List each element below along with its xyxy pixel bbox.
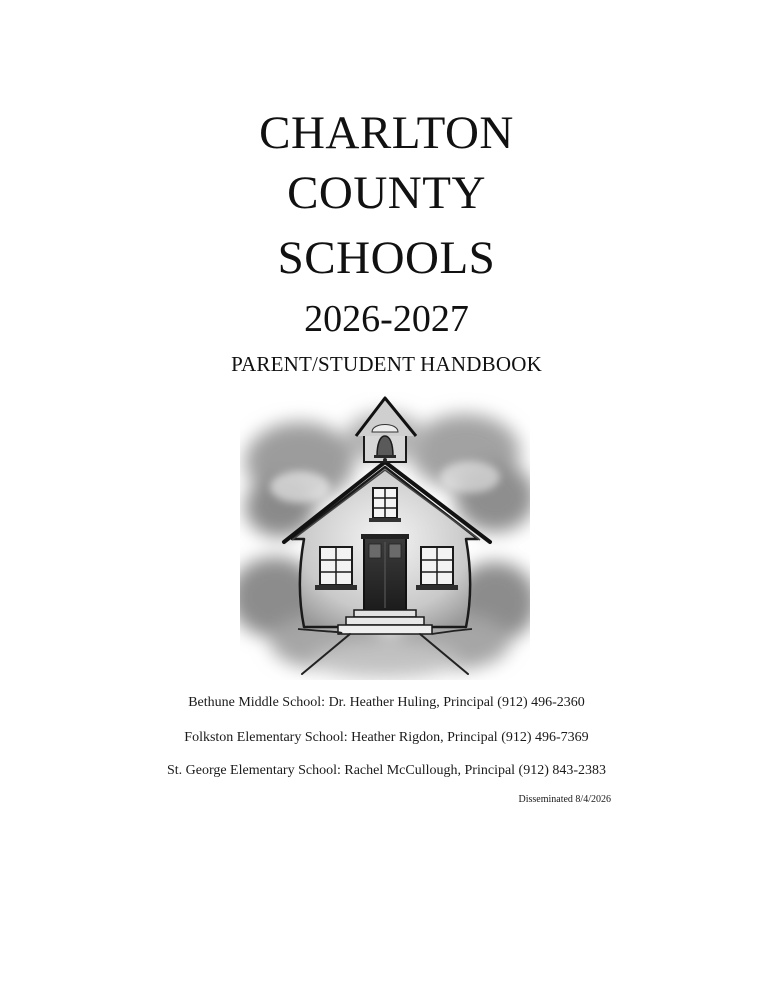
schoolhouse-illustration-icon bbox=[240, 392, 530, 680]
handbook-subtitle: PARENT/STUDENT HANDBOOK bbox=[231, 352, 542, 376]
school-year: 2026-2027 bbox=[304, 298, 469, 340]
bell-tower bbox=[356, 398, 416, 462]
attic-window bbox=[369, 488, 401, 522]
school-contact-st-george: St. George Elementary School: Rachel McCullough, Principal (912) 843-2383 bbox=[166, 763, 607, 778]
front-door bbox=[361, 534, 409, 610]
right-window bbox=[416, 547, 458, 590]
left-window bbox=[315, 547, 357, 590]
title-line-charlton: CHARLTON bbox=[259, 107, 514, 159]
title-line-county: COUNTY bbox=[287, 167, 486, 219]
disseminated-date: Disseminated 8/4/2026 bbox=[518, 794, 611, 805]
school-contact-bethune: Bethune Middle School: Dr. Heather Huling, Principal (912) 496-2360 bbox=[188, 695, 585, 710]
title-line-schools: SCHOOLS bbox=[277, 232, 496, 284]
school-contact-folkston: Folkston Elementary School: Heather Rigdon, Principal (912) 496-7369 bbox=[184, 730, 589, 745]
